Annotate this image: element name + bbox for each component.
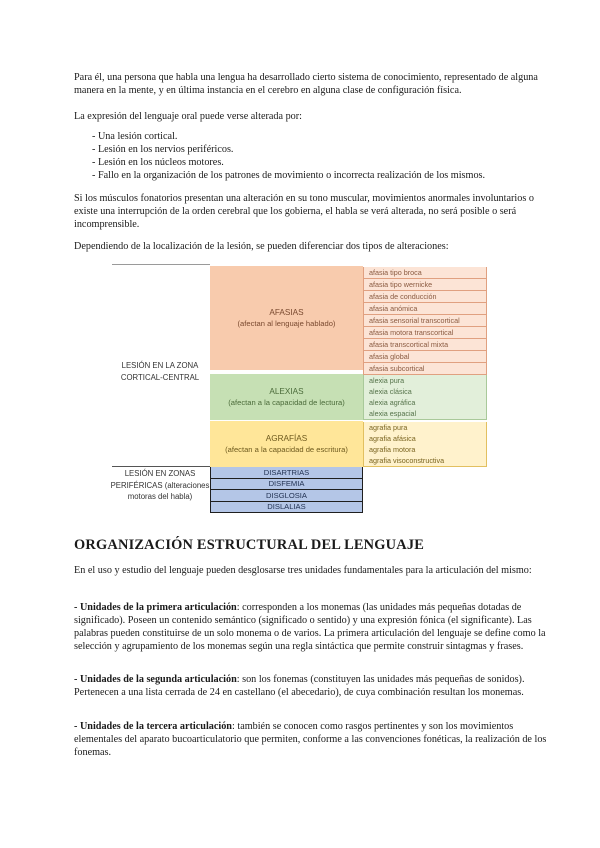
unit-first-articulation xyxy=(74,601,548,653)
intro-paragraph-2: La expresión del lenguaje oral puede verse alterada por: xyxy=(74,111,302,122)
agrafias-title: AGRAFÍAS xyxy=(265,434,308,443)
peripheral-disorder-cell: DISFEMIA xyxy=(210,479,363,491)
peripheral-disorder-cell: DISLALIAS xyxy=(210,502,363,514)
agrafias-group xyxy=(210,421,363,467)
afasia-type-item: afasia de conducción xyxy=(363,291,487,303)
peripheral-disorder-cell: DISARTRIAS xyxy=(210,467,363,479)
table-rule xyxy=(112,466,210,467)
unit-second-articulation xyxy=(74,673,548,699)
agrafia-type-item: agrafia motora xyxy=(363,444,487,456)
table-rule xyxy=(112,264,210,265)
agrafia-type-item: agrafia visoconstructiva xyxy=(363,455,487,467)
peripheral-disorder-cell: DISGLOSIA xyxy=(210,490,363,502)
agrafias-description: (afectan a la capacidad de escritura) xyxy=(225,445,348,454)
list-item: - Una lesión cortical. xyxy=(92,131,178,142)
section-heading: ORGANIZACIÓN ESTRUCTURAL DEL LENGUAJE xyxy=(74,537,425,553)
unit-text: : también se conocen como rasgos pertinentes y son los movimientos elementales del aparato bucoarticulatorio que permiten, conforme a las convenciones fonéticas, la realización de los fonemas. xyxy=(74,721,547,758)
agrafia-type-item: agrafia pura xyxy=(363,422,487,434)
cortical-lesion-label: LESIÓN EN LA ZONA CORTICAL-CENTRAL xyxy=(120,361,200,382)
afasias-title: AFASIAS xyxy=(269,308,304,317)
unit-text: : corresponden a los monemas (las unidades más pequeñas dotadas de significado). Poseen un contenido semántico (significado o sentido) y una expresión fónica (el significante). Las palabras pueden constituirse de un solo monema o de varios. La primera articulación del lenguaje se define como la selección y agrupamiento de los monemas según una regla sintáctica que permite construir sintagmas y frases. xyxy=(74,602,546,652)
afasia-type-item: afasia tipo broca xyxy=(363,267,487,279)
unit-label: - Unidades de la segunda articulación xyxy=(74,674,237,685)
list-item: - Lesión en los núcleos motores. xyxy=(92,157,224,168)
alexias-description: (afectan a la capacidad de lectura) xyxy=(228,398,345,407)
peripheral-lesion-label: LESIÓN EN ZONAS PERIFÉRICAS (alteraciones motoras del habla) xyxy=(110,469,210,501)
intro-paragraph-3: Si los músculos fonatorios presentan una alteración en su tono muscular, movimientos anormales involuntarios o existe una interrupción de la orden cerebral que los gobierna, el habla se verá alterada, no será posible o será incomprensible. xyxy=(74,193,534,230)
alexias-title: ALEXIAS xyxy=(269,387,304,396)
alexia-type-item: alexia clásica xyxy=(363,386,487,398)
afasias-group xyxy=(210,266,363,370)
intro-paragraph-4: Dependiendo de la localización de la lesión, se pueden diferenciar dos tipos de alteraciones: xyxy=(74,241,449,252)
afasias-description: (afectan al lenguaje hablado) xyxy=(237,319,336,328)
afasia-type-item: afasia tipo wernicke xyxy=(363,279,487,291)
unit-third-articulation xyxy=(74,720,548,759)
agrafia-type-item: agrafia afásica xyxy=(363,433,487,445)
afasia-type-item: afasia transcortical mixta xyxy=(363,339,487,351)
intro-paragraph-1: Para él, una persona que habla una lengua ha desarrollado cierto sistema de conocimiento, representado de alguna manera en la mente, y en última instancia en el cerebro en alguna clase de configuración física. xyxy=(74,72,538,96)
afasia-type-item: afasia global xyxy=(363,351,487,363)
unit-text: : son los fonemas (constituyen las unidades más pequeñas de sonidos). Pertenecen a una lista cerrada de 24 en castellano (el abecedario), de cuya combinación resultan los monemas. xyxy=(74,674,525,698)
afasia-type-item: afasia sensorial transcortical xyxy=(363,315,487,327)
afasia-type-item: afasia subcortical xyxy=(363,363,487,375)
afasia-type-item: afasia anómica xyxy=(363,303,487,315)
afasia-type-item: afasia motora transcortical xyxy=(363,327,487,339)
list-item: - Fallo en la organización de los patrones de movimiento o incorrecta realización de los mismos. xyxy=(92,170,486,181)
alexia-type-item: alexia pura xyxy=(363,375,487,387)
alexias-group xyxy=(210,374,363,420)
section-paragraph: En el uso y estudio del lenguaje pueden desglosarse tres unidades fundamentales para la articulación del mismo: xyxy=(74,565,532,576)
alexia-type-item: alexia espacial xyxy=(363,408,487,420)
list-item: - Lesión en los nervios periféricos. xyxy=(92,144,234,155)
unit-label: - Unidades de la primera articulación xyxy=(74,602,237,613)
unit-label: - Unidades de la tercera articulación xyxy=(74,721,232,732)
alexia-type-item: alexia agráfica xyxy=(363,397,487,409)
